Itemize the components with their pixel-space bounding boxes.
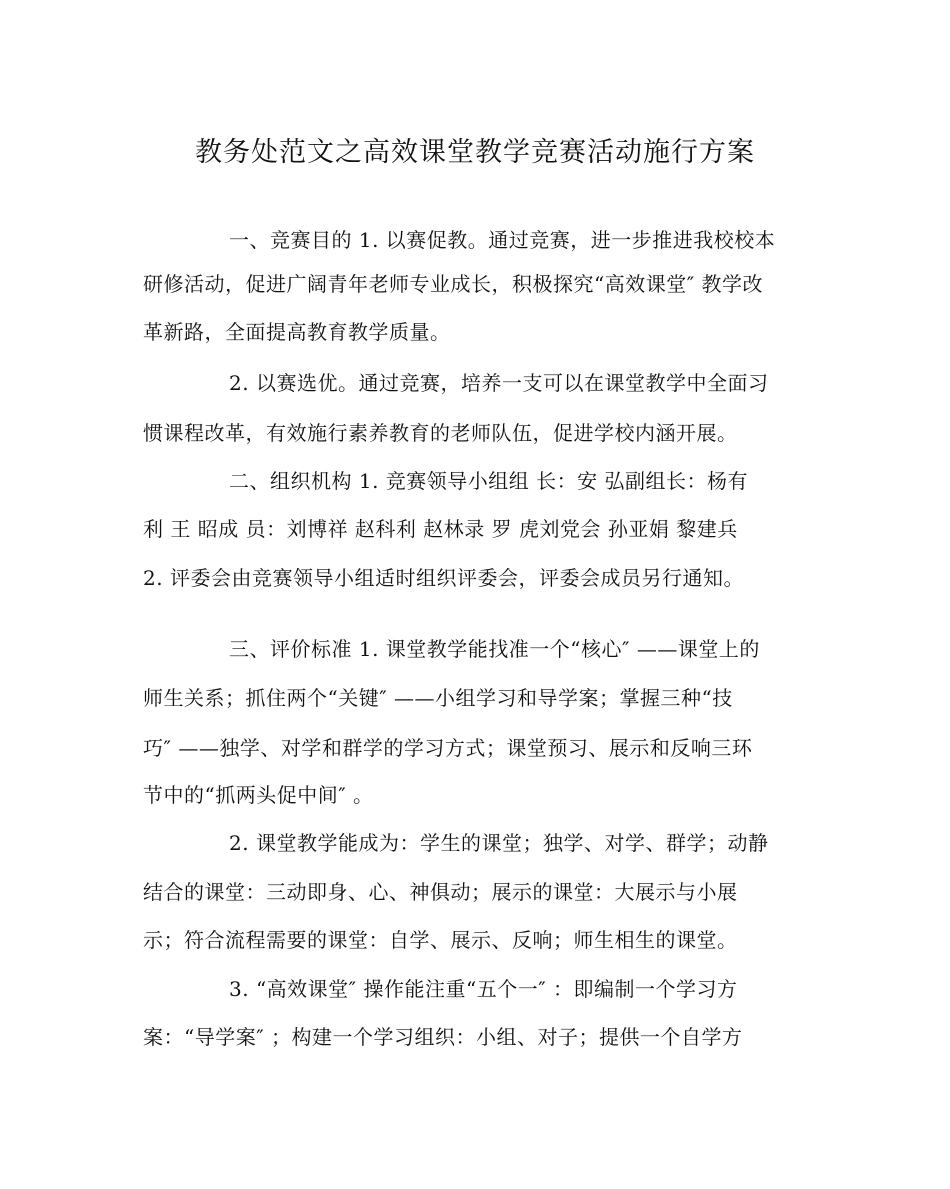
paragraph-line: 三、评价标准 1. 课堂教学能找准一个“核心″ ——课堂上的 — [229, 637, 760, 661]
paragraph-line: 结合的课堂：三动即身、心、神俱动；展示的课堂：大展示与小展 — [143, 880, 738, 904]
paragraph-line: 师生关系；抓住两个“关键″ ——小组学习和导学案；掌握三种“技 — [143, 686, 733, 710]
paragraph-line: 利 王 昭成 员：刘博祥 赵科利 赵林录 罗 虎刘党会 孙亚娟 黎建兵 — [143, 517, 738, 541]
paragraph-line: 节中的“抓两头促中间″ 。 — [143, 783, 374, 807]
paragraph-line: 革新路，全面提高教育教学质量。 — [143, 320, 451, 344]
paragraph-line: 3. “高效课堂″ 操作能注重“五个一″ ：即编制一个学习方 — [229, 977, 738, 1001]
paragraph-line: 巧″ ——独学、对学和群学的学习方式；课堂预习、展示和反响三环 — [143, 736, 753, 760]
paragraph-line: 惯课程改革，有效施行素养教育的老师队伍，促进学校内涵开展。 — [143, 421, 738, 445]
paragraph-line: 一、竞赛目的 1. 以赛促教。通过竞赛，进一步推进我校校本 — [229, 228, 776, 252]
paragraph-line: 案：“导学案″ ；构建一个学习组织：小组、对子；提供一个自学方 — [143, 1025, 743, 1049]
paragraph-line: 2. 课堂教学能成为：学生的课堂；独学、对学、群学；动静 — [229, 831, 769, 855]
paragraph-line: 研修活动，促进广阔青年老师专业成长，积极探究“高效课堂″ 教学改 — [143, 272, 764, 296]
paragraph-line: 2. 以赛选优。通过竞赛，培养一支可以在课堂教学中全面习 — [229, 371, 769, 395]
document-title: 教务处范文之高效课堂教学竞赛活动施行方案 — [195, 137, 755, 168]
paragraph-line: 2. 评委会由竞赛领导小组适时组织评委会，评委会成员另行通知。 — [143, 566, 744, 590]
paragraph-line: 示；符合流程需要的课堂：自学、展示、反响；师生相生的课堂。 — [143, 928, 738, 952]
paragraph-line: 二、组织机构 1. 竞赛领导小组组 长：安 弘副组长：杨有 — [229, 469, 749, 493]
